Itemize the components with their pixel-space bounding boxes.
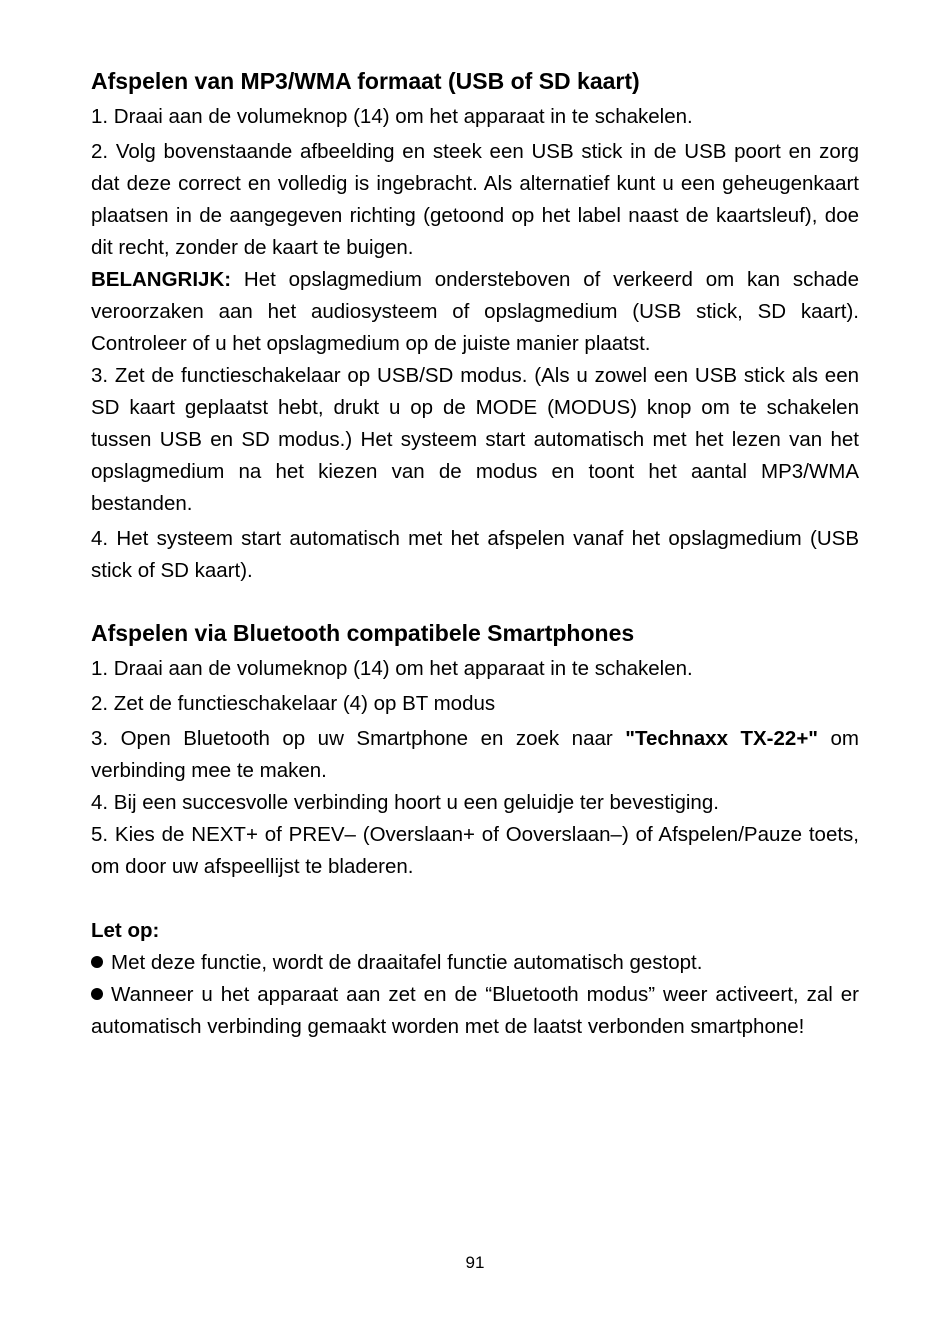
mp3-step-2: 2. Volg bovenstaande afbeelding en steek een USB stick in de USB poort en zorg dat deze correct en volledig is ingebracht. Als alternatief kunt u een geheugenkaart plaatsen in de aangegeven richting (getoond op het label naast de kaartsleuf), doe dit recht, zonder de kaart te buigen. bbox=[91, 140, 859, 259]
bt-device-name: "Technaxx TX-22+" bbox=[625, 727, 819, 750]
bt-step-2: 2. Zet de functieschakelaar (4) op BT modus bbox=[91, 692, 496, 715]
note-bullet-1 bbox=[91, 947, 859, 979]
bt-step-4: 4. Bij een succesvolle verbinding hoort u een geluidje ter bevestiging. bbox=[91, 791, 719, 814]
important-text: Het opslagmedium ondersteboven of verkeerd om kan schade veroorzaken aan het audiosysteem of opslagmedium (USB stick, SD kaart). Controleer of u het opslagmedium op de juiste manier plaatst. bbox=[91, 268, 859, 355]
bt-step-3 bbox=[91, 723, 859, 787]
bullet-icon bbox=[91, 956, 103, 968]
section-heading-bluetooth: Afspelen via Bluetooth compatibele Smartphones bbox=[91, 620, 635, 646]
page-number: 91 bbox=[465, 1253, 485, 1272]
section-heading-mp3-wma: Afspelen van MP3/WMA formaat (USB of SD kaart) bbox=[91, 68, 640, 94]
mp3-step-1: 1. Draai aan de volumeknop (14) om het apparaat in te schakelen. bbox=[91, 105, 693, 128]
mp3-step-3: 3. Zet de functieschakelaar op USB/SD modus. (Als u zowel een USB stick als een SD kaart geplaatst hebt, drukt u op de MODE (MODUS) knop om te schakelen tussen USB en SD modus.) Het systeem start automatisch met het lezen van het opslagmedium na het kiezen van de modus en toont het aantal MP3/WMA bestanden. bbox=[91, 364, 859, 515]
bullet-icon bbox=[91, 988, 103, 1000]
mp3-step-4: 4. Het systeem start automatisch met het afspelen vanaf het opslagmedium (USB stick of SD kaart). bbox=[91, 527, 859, 582]
important-label: BELANGRIJK: bbox=[91, 268, 232, 291]
bt-step-3-pre: 3. Open Bluetooth op uw Smartphone en zoek naar bbox=[91, 727, 626, 750]
bt-step-3-post: om verbinding mee te maken. bbox=[91, 727, 859, 782]
important-note bbox=[91, 264, 859, 360]
bt-step-5: 5. Kies de NEXT+ of PREV– (Overslaan+ of Ooverslaan–) of Afspelen/Pauze toets, om door uw afspeellijst te bladeren. bbox=[91, 823, 859, 878]
note-heading: Let op: bbox=[91, 919, 160, 942]
note-bullet-2 bbox=[91, 979, 859, 1043]
bt-step-1: 1. Draai aan de volumeknop (14) om het apparaat in te schakelen. bbox=[91, 657, 693, 680]
note-bullet-1-text: Met deze functie, wordt de draaitafel functie automatisch gestopt. bbox=[111, 951, 703, 974]
note-bullet-2-text: Wanneer u het apparaat aan zet en de “Bluetooth modus” weer activeert, zal er automatisch verbinding gemaakt worden met de laatst verbonden smartphone! bbox=[91, 983, 859, 1038]
manual-page bbox=[91, 64, 859, 1043]
